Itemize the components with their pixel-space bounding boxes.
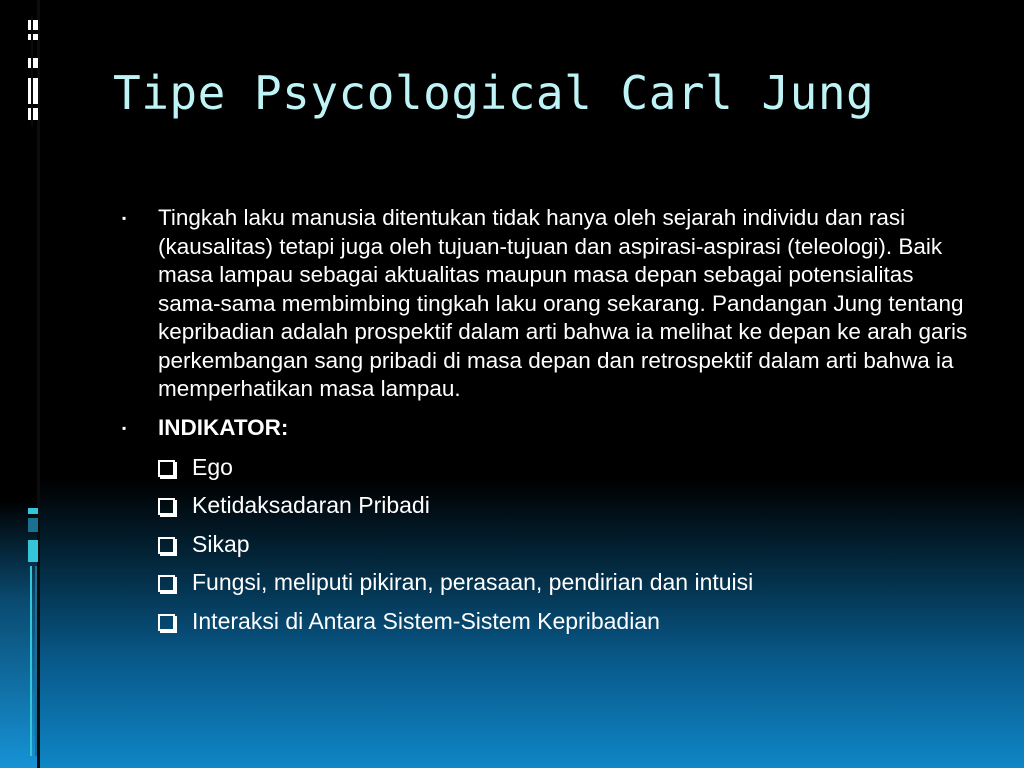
- side-stripe: [31, 16, 33, 126]
- bullet-text: Tingkah laku manusia ditentukan tidak hanya oleh sejarah individu dan rasi (kausalitas) tetapi juga oleh tujuan-tujuan dan aspirasi-aspirasi (teleologi). Baik masa lampau sebagai aktualitas maupun masa depan sebagai potensialitas sama-sama membimbing tingkah laku orang sekarang. Pandangan Jung tentang kepribadian adalah prospektif dalam arti bahwa ia melihat ke depan ke arah garis perkembangan sang pribadi di masa depan dan retrospektif dalam arti bahwa ia memperhatikan masa lampau.: [158, 205, 968, 401]
- indicator-heading: INDIKATOR:: [158, 414, 289, 440]
- indicator-label: Interaksi di Antara Sistem-Sistem Kepribadian: [192, 607, 660, 634]
- side-mark: [28, 508, 38, 514]
- side-accent-lines: [28, 0, 38, 768]
- side-stripe: [35, 566, 37, 756]
- checkbox-icon: [158, 498, 175, 515]
- indicator-label: Fungsi, meliputi pikiran, perasaan, pendirian dan intuisi: [192, 569, 754, 596]
- checkbox-icon: [158, 614, 175, 631]
- checkbox-icon: [158, 537, 175, 554]
- bullet-item: [116, 204, 976, 404]
- indicator-item: [158, 525, 976, 564]
- checkbox-icon: [158, 460, 175, 477]
- side-mark: [28, 108, 38, 120]
- square-bullet-icon: ▪: [122, 420, 127, 435]
- indicator-label: Ketidaksadaran Pribadi: [192, 492, 430, 519]
- indicator-list: [158, 448, 976, 641]
- checkbox-icon: [158, 575, 175, 592]
- side-mark: [28, 540, 38, 562]
- slide-content: [116, 204, 976, 641]
- side-mark: [28, 20, 38, 30]
- side-mark: [28, 58, 38, 68]
- indicator-item: [158, 564, 976, 603]
- slide-title: Tipe Psycological Carl Jung: [113, 66, 875, 120]
- indicator-item: [158, 602, 976, 641]
- indicator-item: [158, 448, 976, 487]
- indicator-label: Sikap: [192, 530, 250, 557]
- square-bullet-icon: ▪: [122, 211, 127, 225]
- side-stripe: [30, 566, 32, 756]
- indicator-label: Ego: [192, 453, 233, 480]
- side-mark: [28, 518, 38, 532]
- side-mark: [28, 78, 38, 104]
- bullet-item: [116, 414, 976, 443]
- side-mark: [28, 34, 38, 40]
- indicator-item: [158, 487, 976, 526]
